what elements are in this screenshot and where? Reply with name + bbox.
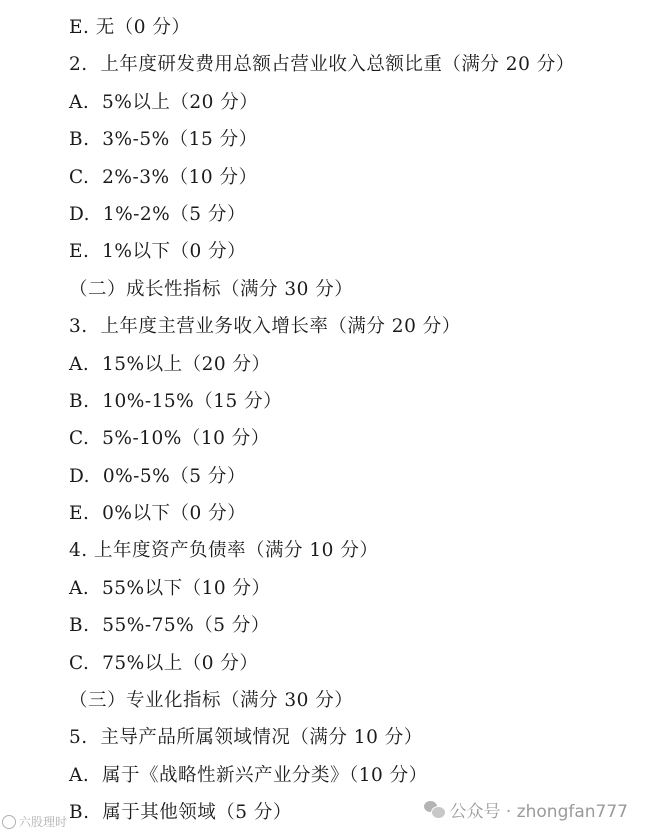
option-line: C. 2%-3%（10 分） — [69, 166, 258, 188]
option-line: E. 无（0 分） — [69, 17, 191, 38]
corner-watermark — [2, 813, 67, 830]
wechat-icon — [424, 801, 444, 818]
option-line: A. 属于《战略性新兴产业分类》（10 分） — [69, 764, 428, 786]
option-line: E. 0%以下（0 分） — [69, 503, 247, 525]
section-heading: （三）专业化指标（满分 30 分） — [69, 690, 354, 712]
wechat-watermark — [424, 797, 629, 822]
document-body — [0, 9, 647, 832]
option-line: E. 1%以下（0 分） — [69, 241, 247, 263]
section-heading: （二）成长性指标（满分 30 分） — [69, 278, 354, 300]
question-line: 3. 上年度主营业务收入增长率（满分 20 分） — [69, 316, 461, 338]
option-line: B. 55%-75%（5 分） — [69, 615, 270, 637]
circle-logo-icon — [2, 815, 16, 829]
option-line: A. 5%以上（20 分） — [69, 91, 259, 113]
question-line: 4. 上年度资产负债率（满分 10 分） — [69, 540, 379, 562]
corner-watermark-text: 六股理时 — [19, 815, 68, 829]
question-line: 5. 主导产品所属领域情况（满分 10 分） — [69, 727, 423, 749]
option-line: C. 5%-10%（10 分） — [69, 428, 270, 450]
option-line: B. 属于其他领域（5 分） — [69, 802, 292, 824]
option-line: C. 75%以上（0 分） — [69, 652, 259, 674]
option-line: D. 1%-2%（5 分） — [69, 203, 246, 225]
option-line: B. 3%-5%（15 分） — [69, 129, 258, 151]
question-line: 2. 上年度研发费用总额占营业收入总额比重（满分 20 分） — [69, 54, 575, 76]
watermark-text: 公众号 · zhongfan777 — [449, 802, 628, 822]
option-line: A. 55%以下（10 分） — [69, 577, 271, 599]
option-line: B. 10%-15%（15 分） — [69, 390, 283, 412]
option-line: D. 0%-5%（5 分） — [69, 465, 246, 487]
option-line: A. 15%以上（20 分） — [69, 353, 271, 375]
